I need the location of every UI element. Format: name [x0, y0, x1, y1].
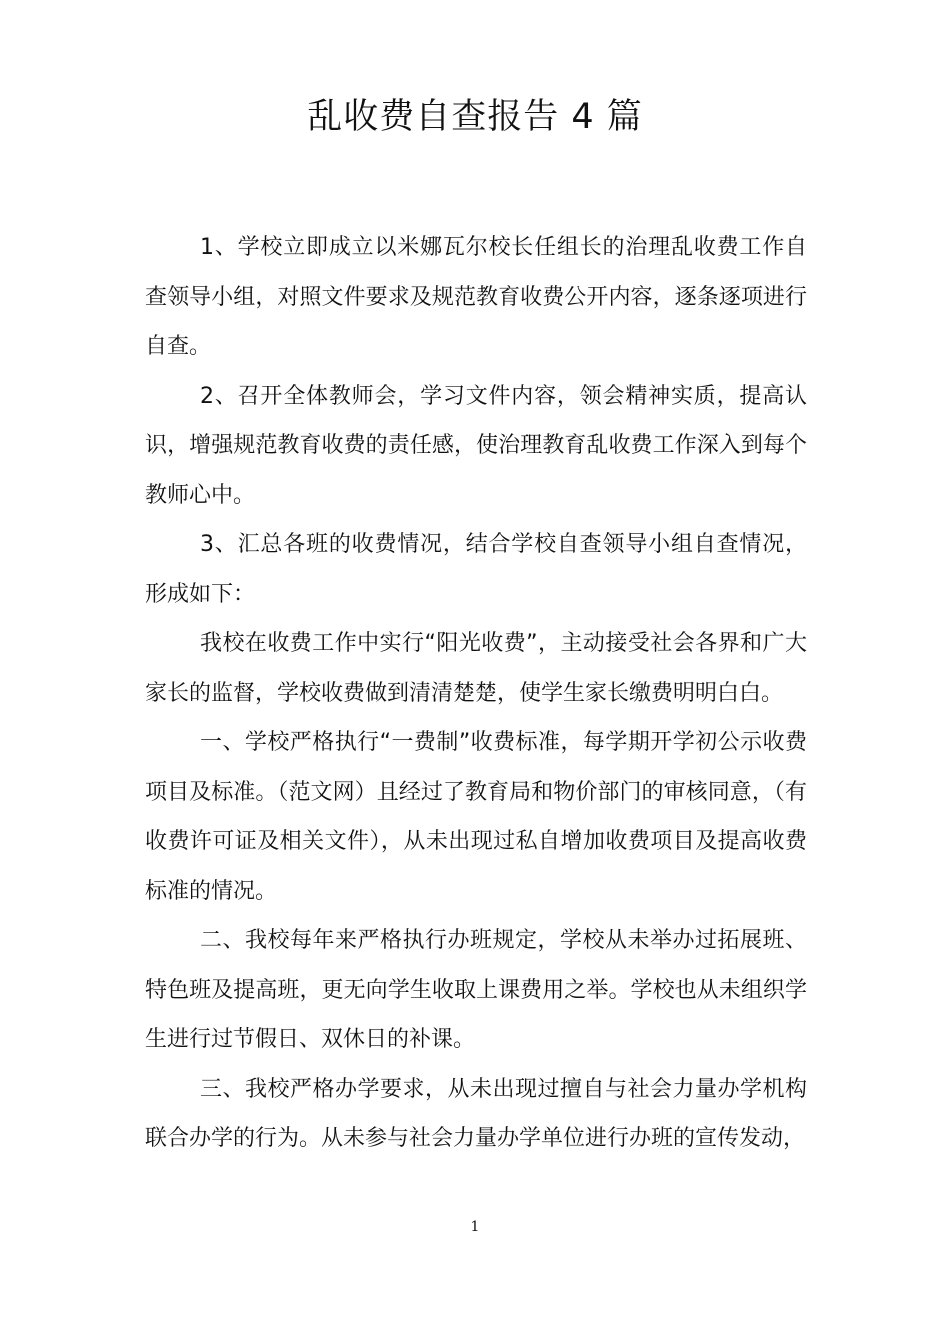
paragraph-4: 我校在收费工作中实行“阳光收费”，主动接受社会各界和广大家长的监督，学校收费做到清清楚楚，使学生家长缴费明明白白。	[145, 631, 807, 706]
page-number: 1	[470, 1219, 480, 1235]
paragraph-7: 三、我校严格办学要求，从未出现过擅自与社会力量办学机构联合办学的行为。从未参与社会力量办学单位进行办班的宣传发动，	[145, 1076, 807, 1151]
paragraph-1: 1、学校立即成立以米娜瓦尔校长任组长的治理乱收费工作自查领导小组，对照文件要求及规范教育收费公开内容，逐条逐项进行自查。	[145, 235, 807, 359]
paragraph-3: 3、汇总各班的收费情况，结合学校自查领导小组自查情况，形成如下：	[145, 532, 807, 607]
paragraph-5: 一、学校严格执行“一费制”收费标准，每学期开学初公示收费项目及标准。（范文网）且经过了教育局和物价部门的审核同意，（有收费许可证及相关文件），从未出现过私自增加收费项目及提高收费标准的情况。	[145, 730, 807, 904]
document-body	[145, 223, 807, 1164]
paragraph-2: 2、召开全体教师会，学习文件内容，领会精神实质，提高认识，增强规范教育收费的责任感，使治理教育乱收费工作深入到每个教师心中。	[145, 383, 807, 508]
paragraph-6: 二、我校每年来严格执行办班规定，学校从未举办过拓展班、特色班及提高班，更无向学生收取上课费用之举。学校也从未组织学生进行过节假日、双休日的补课。	[145, 928, 807, 1052]
document-title: 乱收费自查报告 4 篇	[307, 97, 643, 137]
